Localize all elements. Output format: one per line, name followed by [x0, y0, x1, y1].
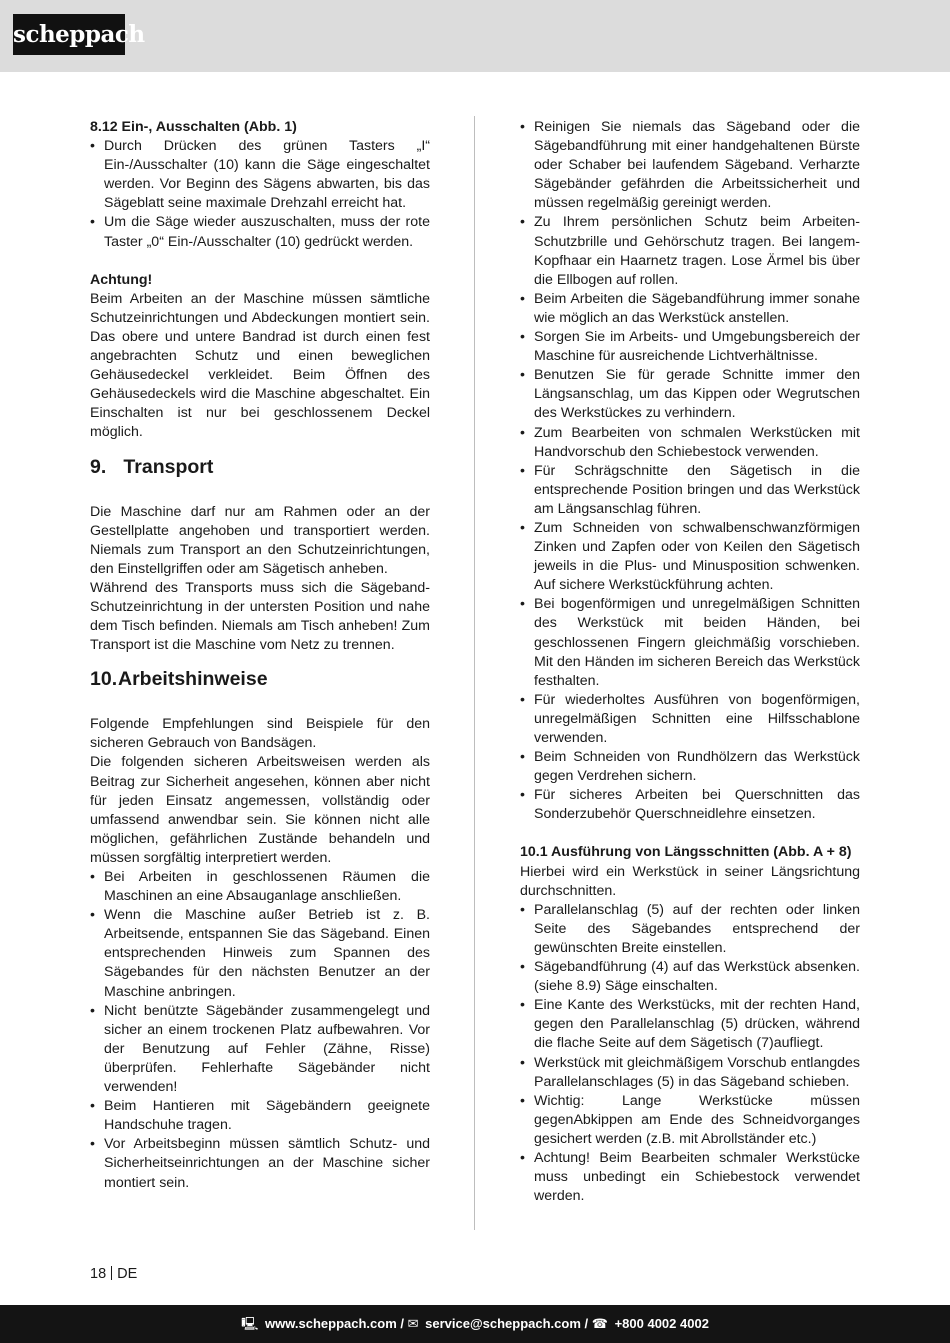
section-10-title: Arbeitshinweise	[118, 668, 268, 691]
list-item: • Parallelanschlag (5) auf der rechten oder linken Seite des Sägebandes entsprechend der gewünschten Breite einstellen.	[520, 901, 860, 958]
list-item: • Beim Arbeiten die Sägebandführung immer sonahe wie möglich an das Werkstück anstellen.	[520, 290, 860, 328]
page-header	[0, 0, 950, 72]
left-column	[90, 118, 430, 1193]
section-10-list-continued	[520, 118, 860, 824]
section-9-paragraph: Während des Transports muss sich die Sägeband-Schutzeinrichtung in der untersten Position und nahe dem Tisch befinden. Niemals am Tisch anheben! Zum Transport ist die Maschine vom Netz zu trennen.	[90, 579, 430, 654]
section-10-paragraph: Die folgenden sicheren Arbeitsweisen werden als Beitrag zur Sicherheit angesehen, können aber nicht für jeden Einsatz angemessen, vollständig oder umfassend anwendbar sein. Sie können nicht alle möglichen, gefährlichen Zustände behandeln und müssen sorgfältig interpretiert werden.	[90, 754, 430, 866]
section-10-1-list	[520, 901, 860, 1207]
list-item: • Zum Bearbeiten von schmalen Werkstücken mit Handvorschub den Schiebestock verwenden.	[520, 424, 860, 462]
warning-title: Achtung!	[90, 271, 153, 288]
page-number-value: 18	[90, 1266, 107, 1282]
list-item: • Zum Schneiden von schwalbenschwanzförmigen Zinken und Zapfen oder von Keilen den Sägetisch jeweils in die Plus- und Minusposition schwenken. Auf sichere Werkstückführung achten.	[520, 519, 860, 595]
mail-icon: ✉	[407, 1316, 419, 1331]
section-10-number: 10.	[90, 668, 118, 691]
section-9-title: Transport	[123, 455, 214, 478]
right-column	[520, 118, 860, 1206]
list-item: • Nicht benützte Sägebänder zusammengelegt und sicher an einem trockenen Platz aufbewahren. Vor der Benutzung auf Fehler (Zähne, Risse) überprüfen. Fehlerhafte Sägebänder nicht verwenden!	[90, 1002, 430, 1097]
footer-website[interactable]: www.scheppach.com /	[265, 1316, 404, 1331]
list-item: • Zu Ihrem persönlichen Schutz beim Arbeiten-Schutzbrille und Gehörschutz tragen. Bei langem-Kopfhaar ein Haarnetz tragen. Lose Ärmel bis über die Ellbogen auf rollen.	[520, 213, 860, 289]
section-9-number: 9.	[90, 455, 107, 478]
list-item: • Wenn die Maschine außer Betrieb ist z. B. Arbeitsende, entspannen Sie das Sägeband. Einen entsprechenden Hinweis zum Spannen des Sägebandes für den nächsten Benutzer an der Maschine anbringen.	[90, 906, 430, 1001]
list-item: • Durch Drücken des grünen Tasters „I“ Ein-/Ausschalter (10) kann die Säge eingeschaltet werden. Vor Beginn des Sägens abwarten, bis das Sägeblatt seine maximale Drehzahl erreicht hat.	[90, 137, 430, 213]
section-9-heading	[90, 455, 430, 479]
list-item: • Für sicheres Arbeiten bei Querschnitten das Sonderzubehör Querschneidlehre einsetzen.	[520, 786, 860, 824]
section-10-paragraph: Folgende Empfehlungen sind Beispiele für den sicheren Gebrauch von Bandsägen.	[90, 716, 430, 752]
list-item: • Achtung! Beim Bearbeiten schmaler Werkstücke muss unbedingt ein Schiebestock verwendet werden.	[520, 1149, 860, 1206]
list-item: • Um die Säge wieder auszuschalten, muss der rote Taster „0“ Ein-/Ausschalter (10) gedrückt werden.	[90, 213, 430, 251]
section-10-1-title: 10.1 Ausführung von Längsschnitten (Abb. A + 8)	[520, 844, 852, 861]
section-10-1-text: Hierbei wird ein Werkstück in seiner Längsrichtung durchschnitten.	[520, 863, 860, 899]
section-8-12-title: 8.12 Ein-, Ausschalten (Abb. 1)	[90, 119, 297, 135]
list-item: • Beim Hantieren mit Sägebändern geeignete Handschuhe tragen.	[90, 1097, 430, 1135]
list-item: • Benutzen Sie für gerade Schnitte immer den Längsanschlag, um das Kippen oder Wegrutschen des Werkstückes zu verhindern.	[520, 366, 860, 423]
list-item: • Bei Arbeiten in geschlossenen Räumen die Maschinen an eine Absauganlage anschließen.	[90, 868, 430, 906]
page-number	[90, 1266, 137, 1282]
list-item: • Wichtig: Lange Werkstücke müssen gegenAbkippen am Ende des Schneidvorganges gesichert werden (z.B. mit Abrollständer etc.)	[520, 1092, 860, 1149]
list-item: • Sägebandführung (4) auf das Werkstück absenken. (siehe 8.9) Säge einschalten.	[520, 958, 860, 996]
section-10-list	[90, 868, 430, 1193]
section-8-12-list	[90, 137, 430, 252]
list-item: • Sorgen Sie im Arbeits- und Umgebungsbereich der Maschine für ausreichende Lichtverhältnisse.	[520, 328, 860, 366]
list-item: • Eine Kante des Werkstücks, mit der rechten Hand, gegen den Parallelanschlag (5) drücken, während die flache Seite auf dem Sägetisch (7)aufliegt.	[520, 996, 860, 1053]
list-item: • Für wiederholtes Ausführen von bogenförmigen, unregelmäßigen Schnitten eine Hilfsschablone verwenden.	[520, 691, 860, 748]
list-item: • Für Schrägschnitte den Sägetisch in die entsprechende Position bringen und das Werkstück am Längsanschlag führen.	[520, 462, 860, 519]
phone-icon: ☎	[591, 1316, 608, 1331]
footer-phone[interactable]: +800 4002 4002	[614, 1316, 709, 1331]
page-footer	[0, 1305, 950, 1343]
list-item: • Bei bogenförmigen und unregelmäßigen Schnitten des Werkstück mit beiden Händen, bei geschlossenen Fingern gleichmäßig vorschieben. Mit den Händen im sicheren Bereich das Werkstück festhalten.	[520, 595, 860, 690]
column-divider	[474, 116, 475, 1230]
section-10-heading	[90, 667, 430, 691]
page-number-separator	[111, 1266, 112, 1280]
list-item: • Werkstück mit gleichmäßigem Vorschub entlangdes Parallelanschlages (5) in das Sägeband schieben.	[520, 1054, 860, 1092]
page-language: DE	[117, 1266, 138, 1282]
section-9-paragraph: Die Maschine darf nur am Rahmen oder an der Gestellplatte angehoben und transportiert werden. Niemals zum Transport an den Schutzeinrichtungen, den Einstellgriffen oder am Sägetisch anheben.	[90, 503, 430, 577]
warning-text: Beim Arbeiten an der Maschine müssen sämtliche Schutzeinrichtungen und Abdeckungen montiert sein. Das obere und untere Bandrad ist durch einen fest angebrachten Schutz und einen beweglichen Gehäusedeckel verkleidet. Beim Öffnen des Gehäusedeckels wird die Maschine abgeschaltet. Ein Einschalten ist nur bei geschlossenem Deckel möglich.	[90, 290, 430, 441]
list-item: • Beim Schneiden von Rundhölzern das Werkstück gegen Verdrehen sichern.	[520, 748, 860, 786]
list-item: • Vor Arbeitsbeginn müssen sämtlich Schutz- und Sicherheitseinrichtungen an der Maschine sicher montiert sein.	[90, 1135, 430, 1192]
scheppach-logo: scheppach	[13, 14, 125, 55]
list-item: • Reinigen Sie niemals das Sägeband oder die Sägebandführung mit einer handgehaltenen Bürste oder Schaber bei laufendem Sägeband. Verharzte Sägebänder gefährden die Arbeitssicherheit und müssen regelmäßig gereinigt werden.	[520, 118, 860, 213]
computer-icon: 🖳	[241, 1316, 259, 1331]
footer-email[interactable]: service@scheppach.com /	[425, 1316, 589, 1331]
